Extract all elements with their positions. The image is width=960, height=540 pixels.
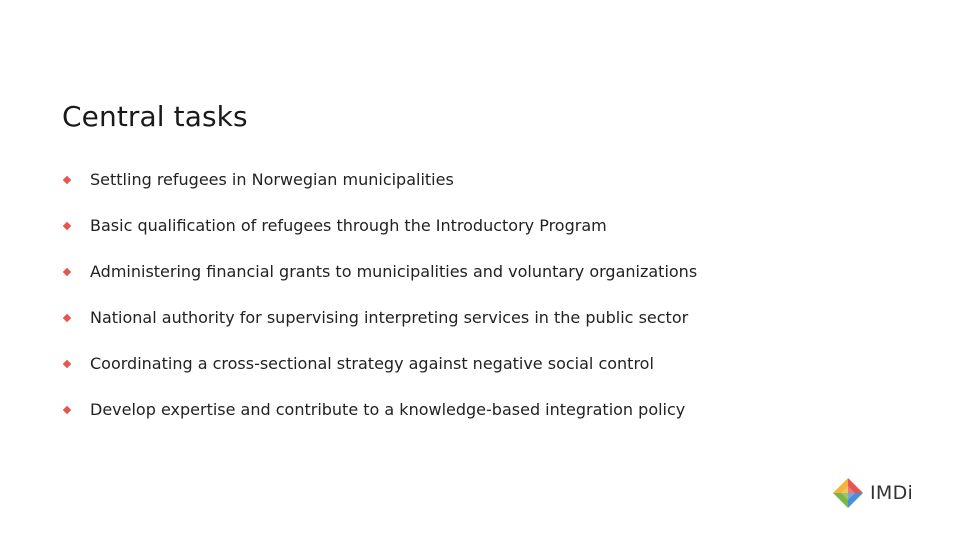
list-item-text: Develop expertise and contribute to a knowledge-based integration policy [90, 400, 686, 419]
list-item-text: National authority for supervising interpreting services in the public sector [90, 308, 689, 327]
list-item-text: Settling refugees in Norwegian municipalities [90, 170, 454, 189]
list-item-text: Coordinating a cross-sectional strategy against negative social control [90, 354, 654, 373]
diamond-bullet-icon [62, 166, 90, 194]
imdi-diamond-logo-icon [832, 477, 864, 509]
task-list [62, 166, 822, 442]
diamond-bullet-icon [62, 350, 90, 378]
list-item [62, 304, 822, 350]
list-item [62, 350, 822, 396]
list-item [62, 212, 822, 258]
diamond-bullet-icon [62, 212, 90, 240]
list-item [62, 166, 822, 212]
diamond-bullet-icon [62, 258, 90, 286]
list-item [62, 396, 822, 442]
imdi-logo [832, 476, 922, 510]
list-item [62, 258, 822, 304]
diamond-bullet-icon [62, 396, 90, 424]
diamond-bullet-icon [62, 304, 90, 332]
list-item-text: Basic qualification of refugees through the Introductory Program [90, 216, 607, 235]
list-item-text: Administering financial grants to municipalities and voluntary organizations [90, 262, 698, 281]
logo-text: IMDi [870, 482, 914, 504]
slide-title: Central tasks [62, 99, 248, 133]
